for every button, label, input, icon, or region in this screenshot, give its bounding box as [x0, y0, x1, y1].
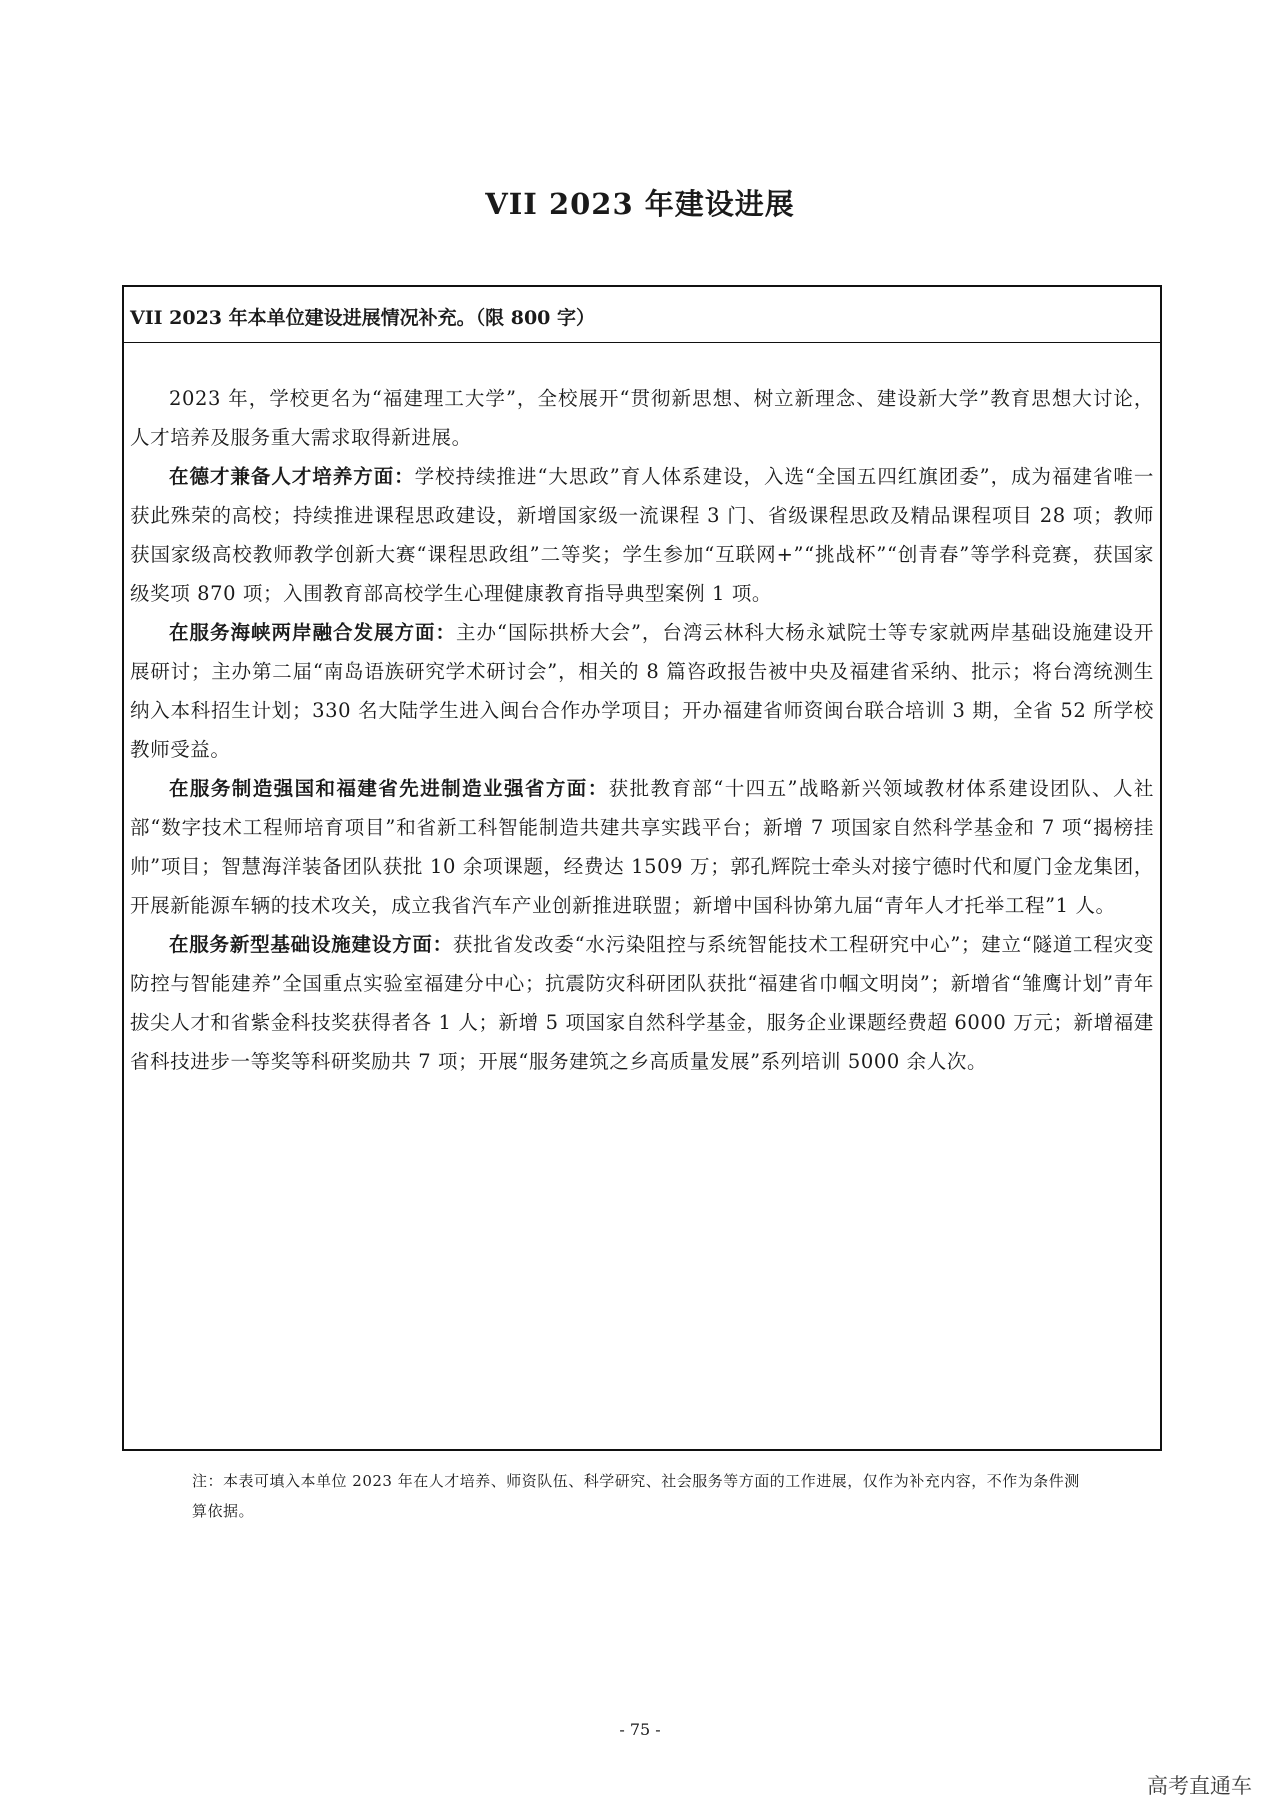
- section-manufacturing: [130, 769, 1154, 925]
- intro-paragraph: 2023 年，学校更名为“福建理工大学”，全校展开“贯彻新思想、树立新理念、建设新大学”教育思想大讨论，人才培养及服务重大需求取得新进展。: [130, 387, 1154, 449]
- form-header: VII 2023 年本单位建设进展情况补充。（限 800 字）: [124, 287, 1160, 343]
- section-heading: 在服务新型基础设施建设方面：: [169, 933, 453, 956]
- watermark-text: 高考直通车: [1147, 1774, 1252, 1798]
- section-cross-strait: [130, 613, 1154, 769]
- section-heading: 在服务海峡两岸融合发展方面：: [169, 621, 456, 644]
- section-text: 学校持续推进“大思政”育人体系建设，入选“全国五四红旗团委”，成为福建省唯一获此殊荣的高校；持续推进课程思政建设，新增国家级一流课程 3 门、省级课程思政及精品课程项目 28 项；教师获国家级高校教师教学创新大赛“课程思政组”二等奖；学生参加“互联网+”“挑战杯”“创青春”等学科竞赛，获国家级奖项 870 项；入围教育部高校学生心理健康教育指导典型案例 1 项。: [130, 465, 1154, 605]
- page-title: VII 2023 年建设进展: [485, 187, 795, 221]
- footnote: 注：本表可填入本单位 2023 年在人才培养、师资队伍、科学研究、社会服务等方面的工作进展，仅作为补充内容，不作为条件测算依据。: [192, 1472, 1080, 1520]
- section-heading: 在德才兼备人才培养方面：: [169, 465, 415, 488]
- section-heading: 在服务制造强国和福建省先进制造业强省方面：: [169, 777, 609, 800]
- section-talent-training: [130, 457, 1154, 613]
- page-number: - 75 -: [619, 1720, 661, 1739]
- section-text: 获批省发改委“水污染阻控与系统智能技术工程研究中心”；建立“隧道工程灾变防控与智能建养”全国重点实验室福建分中心；抗震防灾科研团队获批“福建省巾帼文明岗”；新增省“雏鹰计划”青年拔尖人才和省紫金科技奖获得者各 1 人；新增 5 项国家自然科学基金，服务企业课题经费超 6000 万元；新增福建省科技进步一等奖等科研奖励共 7 项；开展“服务建筑之乡高质量发展”系列培训 5000 余人次。: [130, 933, 1154, 1073]
- form-body: [124, 343, 1160, 1081]
- section-infrastructure: [130, 925, 1154, 1081]
- section-text: 获批教育部“十四五”战略新兴领域教材体系建设团队、人社部“数字技术工程师培育项目”和省新工科智能制造共建共享实践平台；新增 7 项国家自然科学基金和 7 项“揭榜挂帅”项目；智慧海洋装备团队获批 10 余项课题，经费达 1509 万；郭孔辉院士牵头对接宁德时代和厦门金龙集团，开展新能源车辆的技术攻关，成立我省汽车产业创新推进联盟；新增中国科协第九届“青年人才托举工程”1 人。: [130, 777, 1154, 917]
- progress-form-table: [122, 285, 1162, 1451]
- section-text: 主办“国际拱桥大会”，台湾云林科大杨永斌院士等专家就两岸基础设施建设开展研讨；主办第二届“南岛语族研究学术研讨会”，相关的 8 篇咨政报告被中央及福建省采纳、批示；将台湾统测生纳入本科招生计划；330 名大陆学生进入闽台合作办学项目；开办福建省师资闽台联合培训 3 期，全省 52 所学校教师受益。: [130, 621, 1154, 761]
